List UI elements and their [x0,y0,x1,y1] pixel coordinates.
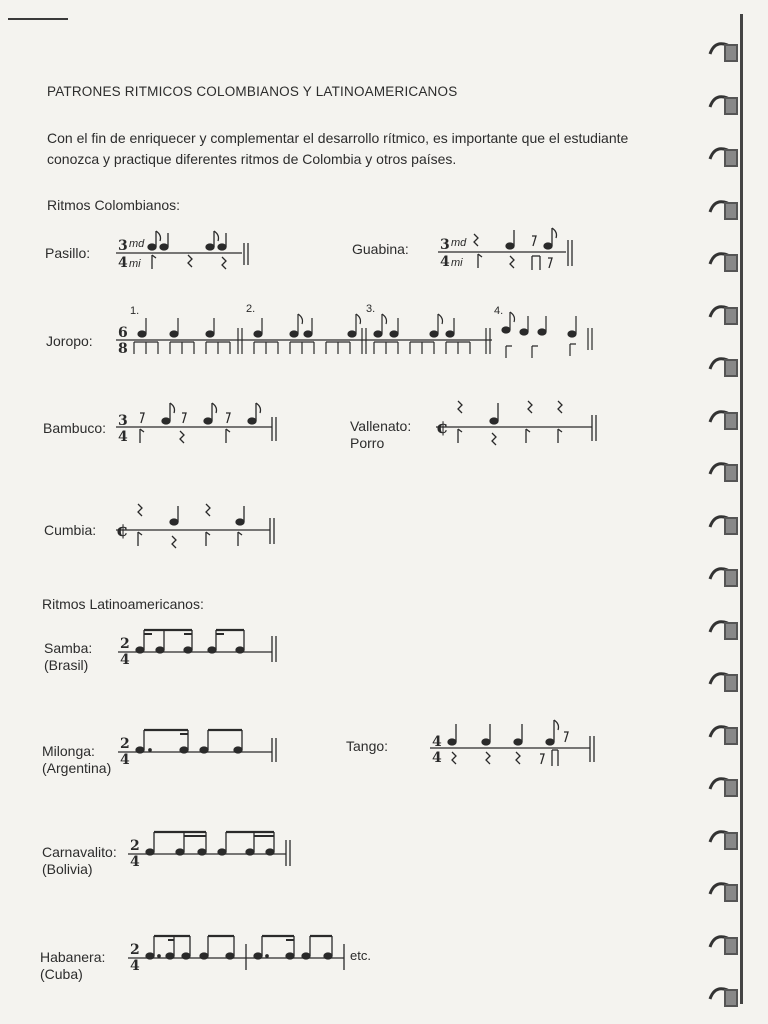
svg-text:3: 3 [118,413,128,429]
staff-cumbia [112,498,287,558]
label-pasillo: Pasillo: [45,245,91,261]
section-latin: Ritmos Latinoamericanos: [42,596,204,612]
label-joropo: Joropo: [46,333,93,349]
section-colombian: Ritmos Colombianos: [47,197,181,213]
label-vallenato: Vallenato: Porro [350,418,412,451]
svg-text:4.: 4. [494,305,504,317]
svg-text:2: 2 [120,736,130,752]
svg-text:8: 8 [118,341,128,357]
staff-habanera [124,930,394,980]
label-brasil: (Brasil) [44,657,89,673]
binding-ring [708,460,740,482]
svg-text:4: 4 [432,750,442,766]
svg-text:2: 2 [130,838,140,854]
document-title: PATRONES RITMICOS COLOMBIANOS Y LATINOAMERICANOS [47,84,458,99]
label-habanera: Habanera: (Cuba) [40,949,106,982]
svg-text:etc.: etc. [350,948,371,963]
svg-text:2: 2 [130,942,140,958]
svg-text:3.: 3. [366,303,376,315]
binding-ring [708,985,740,1007]
binding-ring [708,513,740,535]
svg-text:¢: ¢ [436,417,449,438]
binding-ring [708,880,740,902]
svg-text:4: 4 [120,652,130,668]
svg-text:4: 4 [120,752,130,768]
staff-vallenato [432,395,607,455]
spiral-binding [700,14,750,1014]
svg-text:1.: 1. [130,305,140,317]
svg-text:4: 4 [130,958,140,974]
label-argentina: (Argentina) [42,760,112,776]
svg-text:md: md [129,238,145,250]
binding-ring [708,40,740,62]
binding-ring [708,618,740,640]
label-samba: Samba: (Brasil) [44,640,93,673]
binding-ring [708,408,740,430]
svg-text:3: 3 [440,237,450,253]
staff-milonga [114,724,289,774]
staff-carnavalito [124,826,299,876]
svg-text:2.: 2. [246,303,256,315]
label-carnavalito: Carnavalito: (Bolivia) [42,844,117,877]
svg-text:mi: mi [129,258,141,270]
binding-ring [708,145,740,167]
svg-text:4: 4 [130,854,140,870]
binding-ring [708,198,740,220]
svg-text:4: 4 [118,255,128,271]
binding-ring [708,723,740,745]
intro-paragraph: Con el fin de enriquecer y complementar el desarrollo rítmico, es importante que el estudiante conozca y practique diferentes ritmos de Colombia y otros países. [47,130,629,167]
label-tango: Tango: [346,738,389,754]
staff-pasillo [110,225,260,275]
binding-ring [708,670,740,692]
label-bambuco: Bambuco: [43,420,107,436]
svg-text:6: 6 [118,325,128,341]
label-milonga: Milonga: (Argentina) [42,743,112,776]
svg-text:¢: ¢ [116,520,129,541]
label-cumbia: Cumbia: [44,522,97,538]
binding-ring [708,303,740,325]
staff-bambuco [112,395,282,455]
label-porro: Porro [350,435,385,451]
binding-ring [708,775,740,797]
binding-ring [708,565,740,587]
label-bolivia: (Bolivia) [42,861,93,877]
binding-ring [708,828,740,850]
binding-ring [708,933,740,955]
staff-joropo [112,300,622,370]
staff-guabina [432,220,582,275]
binding-ring [708,250,740,272]
svg-text:3: 3 [118,238,128,254]
svg-text:md: md [451,237,467,249]
svg-text:4: 4 [432,734,442,750]
margin-line [8,18,68,20]
label-guabina: Guabina: [352,241,409,257]
binding-ring [708,355,740,377]
staff-tango [426,714,606,778]
staff-samba [114,620,289,670]
svg-text:2: 2 [120,636,130,652]
svg-text:mi: mi [451,257,463,269]
binding-ring [708,93,740,115]
label-cuba: (Cuba) [40,966,83,982]
svg-text:4: 4 [118,429,128,445]
svg-text:4: 4 [440,254,450,270]
